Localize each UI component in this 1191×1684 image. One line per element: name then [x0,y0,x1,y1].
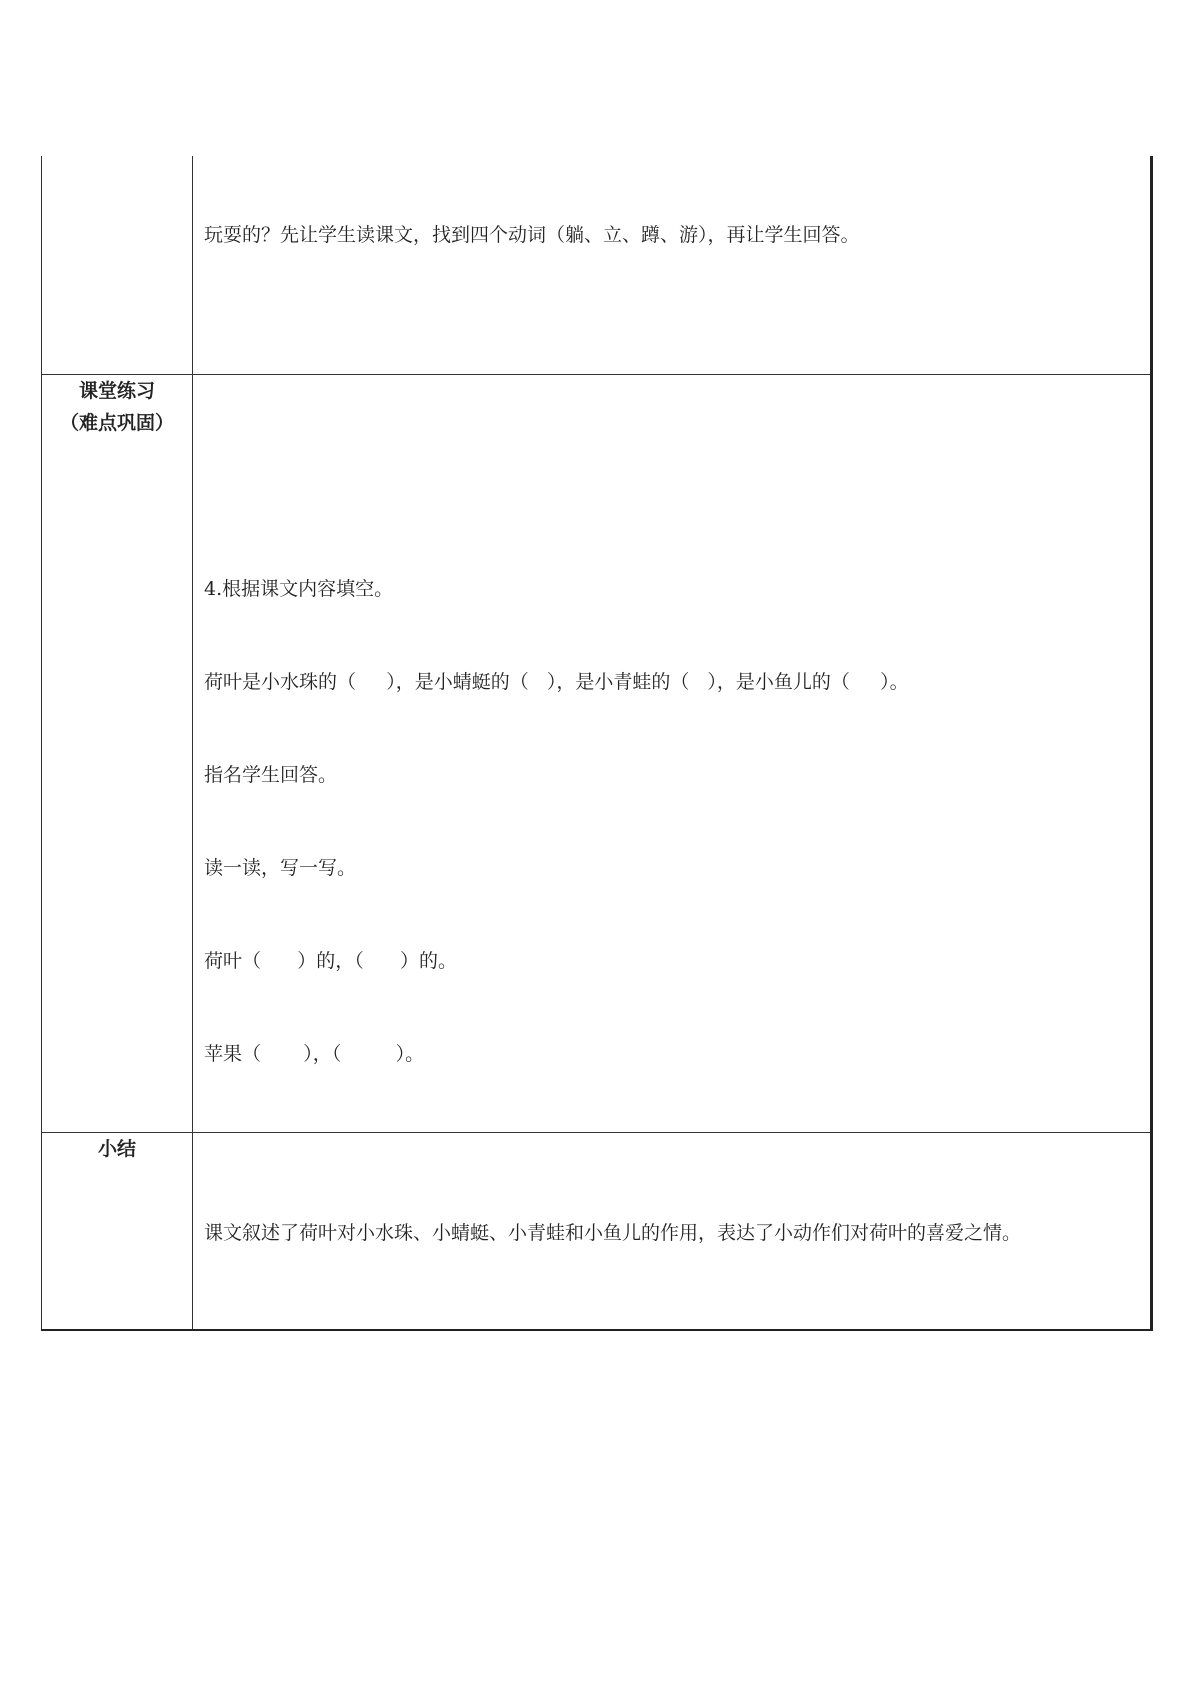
content-line: 荷叶是小水珠的（ ），是小蜻蜓的（ ），是小青蛙的（ ），是小鱼儿的（ ）。 [204,671,909,693]
row-content [193,1152,1150,1311]
content-line: 玩耍的？先让学生读课文，找到四个动词（躺、立、蹲、游），再让学生回答。 [204,224,860,246]
row-label-practice-sub: （难点巩固） [59,412,174,434]
row-content [193,375,1150,1132]
row-label-cell [42,156,193,375]
row-label-cell [42,375,193,1133]
row-content-cell [193,156,1152,375]
table-row [42,375,1152,1133]
content-line: 指名学生回答。 [204,764,338,786]
table-row [42,156,1152,375]
content-line: 课文叙述了荷叶对小水珠、小蜻蜓、小青蛙和小鱼儿的作用，表达了小动作们对荷叶的喜爱之情。 [204,1221,1022,1244]
row-label-cell [42,1133,193,1331]
row-content-cell [193,375,1152,1133]
content-line: 4.根据课文内容填空。 [204,578,394,600]
lesson-plan-table [41,156,1153,1331]
row-label-practice: 课堂练习 [78,380,155,402]
table-row [42,1133,1152,1331]
row-label-summary: 小结 [97,1138,136,1160]
content-line: 荷叶（ ）的，（ ）的。 [204,950,457,972]
row-content [193,156,1150,313]
content-line: 苹果（ ），（ ）。 [204,1043,425,1065]
content-line: 读一读，写一写。 [204,857,357,879]
row-content-cell [193,1133,1152,1331]
